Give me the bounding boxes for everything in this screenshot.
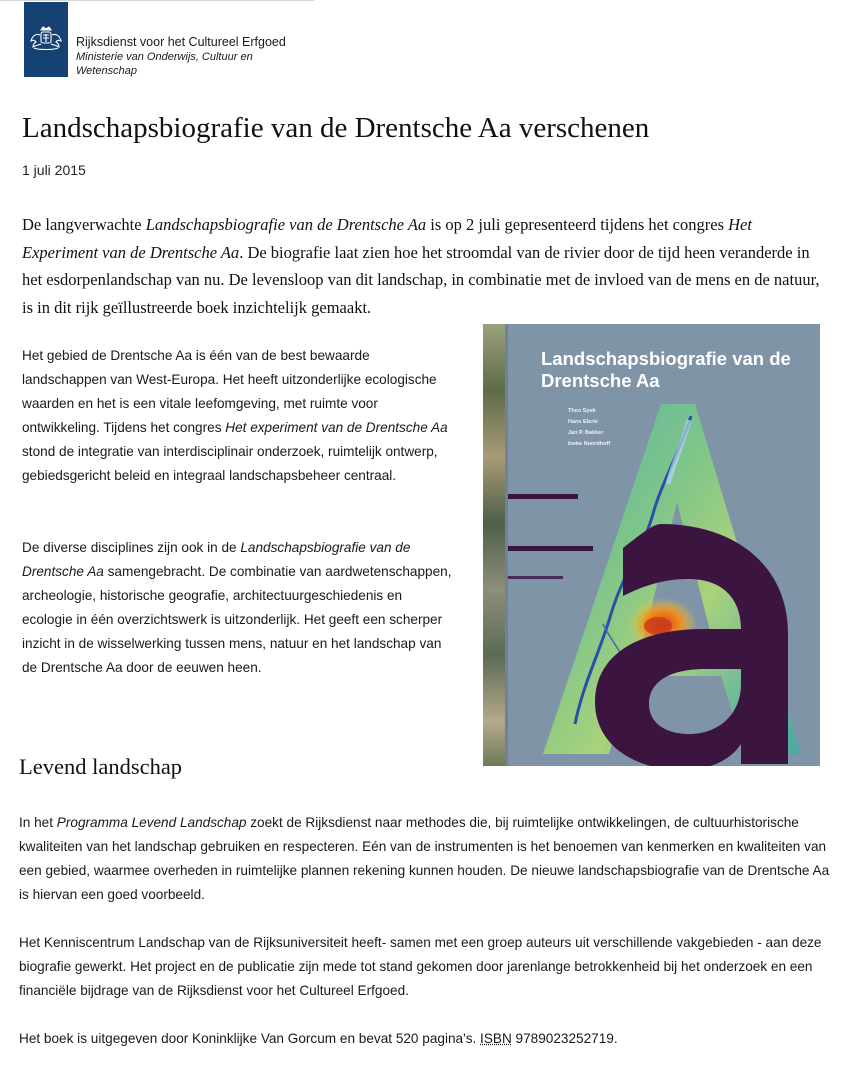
- cover-author: Hans Elerie: [568, 419, 598, 425]
- paragraph-text: Het gebied de Drentsche Aa is één van de best bewaarde landschappen van West-Europa. Het heeft uitzonderlijke ecologische waarden en het is een vitale leefomgeving, met ruimte voor ontwikkeling. Tijdens het congres: [22, 348, 437, 435]
- paragraph-programma: [19, 811, 834, 907]
- cover-title: Landschapsbiografie van de Drentsche Aa: [541, 348, 791, 391]
- header-divider: [0, 0, 314, 1]
- org-name: Rijksdienst voor het Cultureel Erfgoed: [76, 35, 286, 49]
- program-name: Programma Levend Landschap: [56, 815, 247, 830]
- paragraph-gebied: [22, 344, 452, 488]
- isbn-abbreviation[interactable]: ISBN: [480, 1031, 512, 1046]
- section-heading: Levend landschap: [19, 754, 183, 779]
- paragraph-publisher: [19, 1027, 834, 1051]
- article-intro: [22, 211, 832, 321]
- ministry-name: Ministerie van Onderwijs, Cultuur en Wetenschap: [76, 51, 253, 77]
- paragraph-kenniscentrum: Het Kenniscentrum Landschap van de Rijksuniversiteit heeft- samen met een groep auteurs uit verschillende vakgebieden - aan deze biografie gewerkt. Het project en de publicatie zijn mede tot stand gekomen door jarenlange betrokkenheid bij het onderzoek en een financiële bijdrage van de Rijksdienst voor het Cultureel Erfgoed.: [19, 935, 822, 998]
- paragraph-text: De diverse disciplines zijn ook in de: [22, 540, 241, 555]
- book-title: Landschapsbiografie van de Drentsche Aa: [22, 540, 411, 579]
- intro-text: is op 2 juli gepresenteerd tijdens het congres: [426, 215, 729, 234]
- paragraph-text: samengebracht. De combinatie van aardwetenschappen, archeologie, historische geografie, architectuurgeschiedenis en ecologie in één overzichtswerk is uitzonderlijk. Het geeft een scherper inzicht in de wisselwerking tussen mens, natuur en het landschap van de Drentsche Aa door de eeuwen heen.: [22, 564, 452, 675]
- paragraph-text: In het: [19, 815, 57, 830]
- intro-text: De langverwachte: [22, 215, 146, 234]
- paragraph-text: stond de integratie van interdisciplinair onderzoek, ruimtelijk ontwerp, gebiedsgericht beleid en integraal landschapsbeheer centraal.: [22, 444, 438, 483]
- cover-author: Ineke Noordhoff: [568, 441, 611, 447]
- article-title: Landschapsbiografie van de Drentsche Aa verschenen: [22, 112, 650, 144]
- coat-of-arms-icon: [28, 26, 64, 52]
- paragraph-disciplines: [22, 536, 452, 680]
- publication-date: 1 juli 2015: [22, 162, 86, 178]
- rijksoverheid-logo[interactable]: [24, 2, 68, 77]
- cover-authors: [568, 406, 610, 450]
- congress-title: Het experiment van de Drentsche Aa: [225, 420, 448, 435]
- paragraph-text: Het boek is uitgegeven door Koninklijke Van Gorcum en bevat 520 pagina's.: [19, 1031, 481, 1046]
- intro-text: . De biografie laat zien hoe het stroomdal van de rivier door de tijd heen veranderde in het esdorpenlandschap van nu. De levensloop van dit landschap, in combinatie met de invloed van de mens en de natuur, is in dit rijk geïllustreerde boek inzichtelijk gemaakt.: [22, 242, 820, 317]
- intro-congress-title: Het Experiment van de Drentsche Aa: [22, 215, 752, 262]
- isbn-number: 9789023252719.: [511, 1031, 618, 1046]
- intro-book-title: Landschapsbiografie van de Drentsche Aa: [145, 215, 427, 234]
- cover-author: Jan P. Bakker: [568, 430, 604, 436]
- book-cover-image: [483, 324, 820, 766]
- paragraph-text: zoekt de Rijksdienst naar methodes die, bij ruimtelijke ontwikkelingen, de cultuurhistorische kwaliteiten van het landschap gebruiken en respecteren. Eén van de instrumenten is het benoemen van kenmerken en kwaliteiten van een gebied, waarmee overheden in ruimtelijke plannen rekening kunnen houden. De nieuwe landschapsbiografie van de Drentsche Aa is hiervan een goed voorbeeld.: [19, 815, 830, 902]
- organization-name: [76, 34, 286, 78]
- cover-author: Theo Spek: [568, 408, 596, 414]
